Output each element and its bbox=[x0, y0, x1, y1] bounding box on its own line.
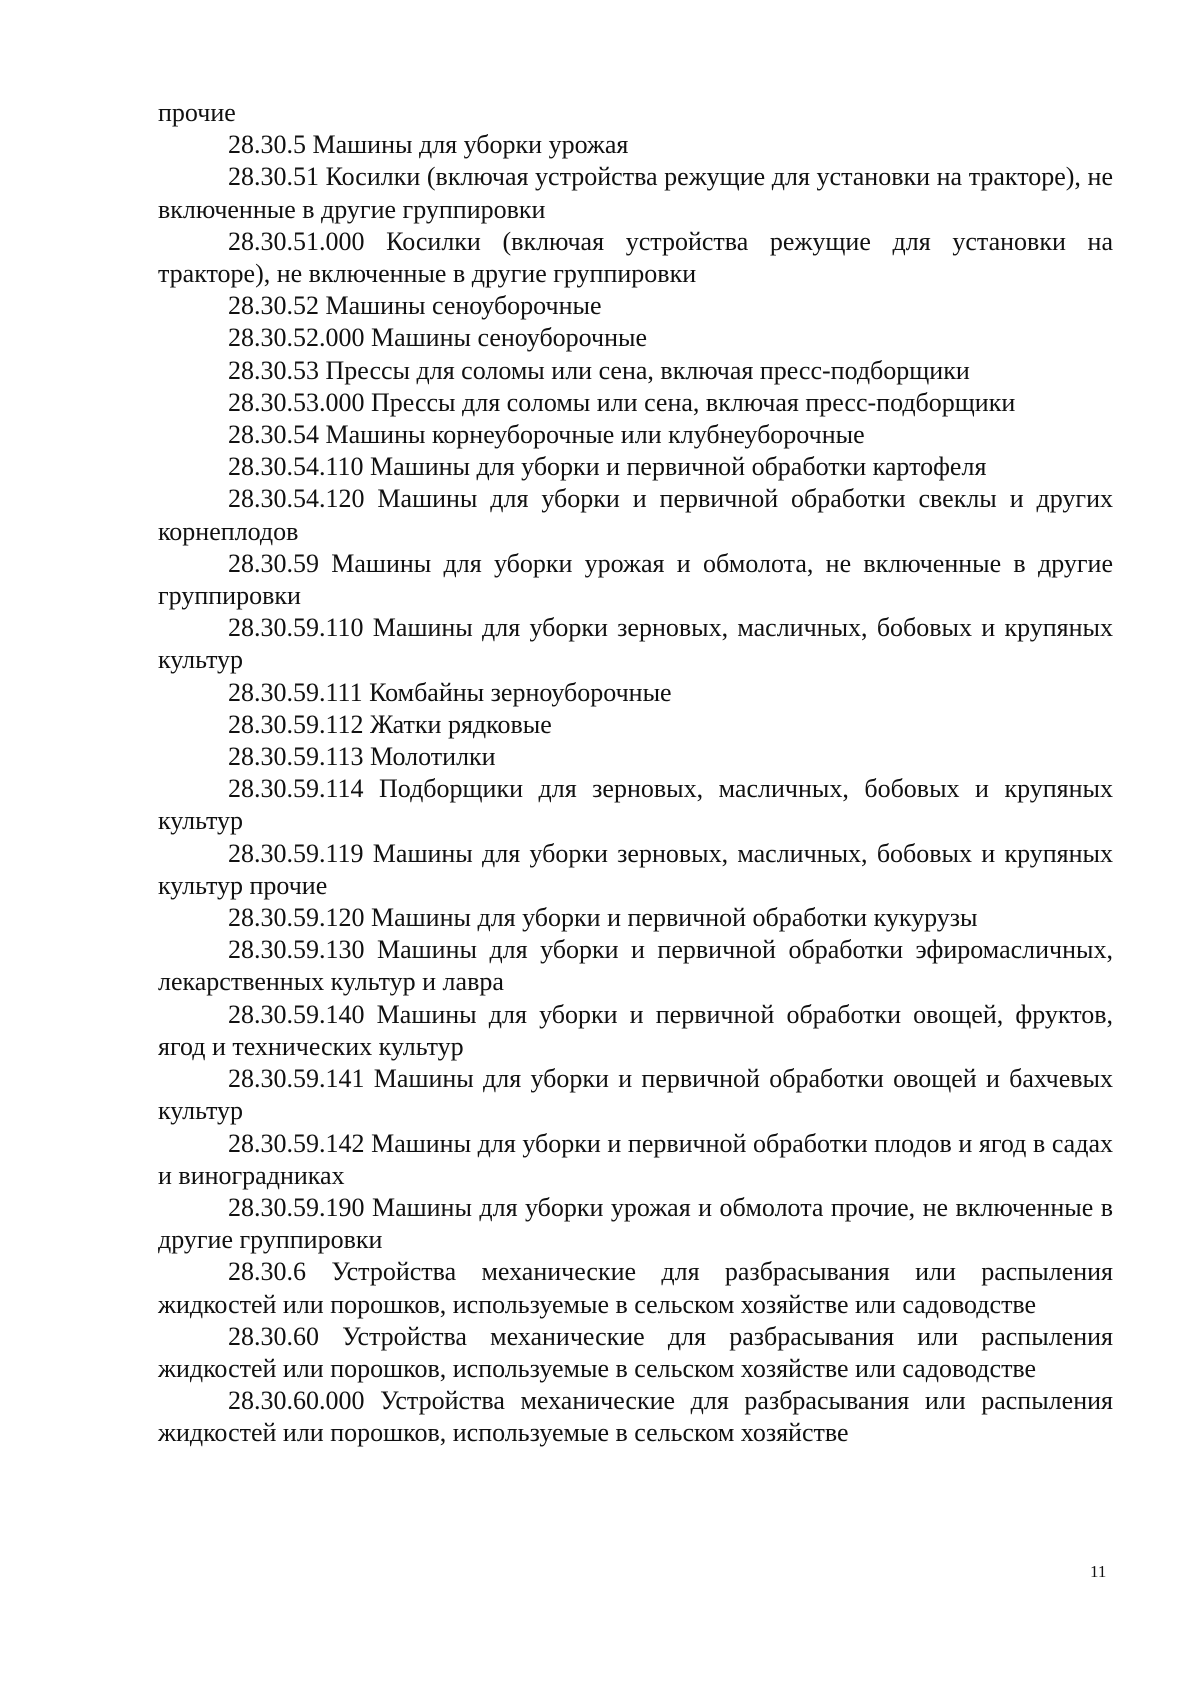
document-paragraph: 28.30.59.112 Жатки рядковые bbox=[228, 709, 552, 739]
document-paragraph: 28.30.59 Машины для уборки урожая и обмолота, не включенные в другие группировки bbox=[158, 548, 1113, 611]
document-paragraph: 28.30.59.190 Машины для уборки урожая и обмолота прочие, не включенные в другие группировки bbox=[158, 1192, 1113, 1255]
page-number: 11 bbox=[1090, 1562, 1107, 1581]
document-paragraph: 28.30.52 Машины сеноуборочные bbox=[228, 291, 602, 321]
document-paragraph: 28.30.59.113 Молотилки bbox=[228, 742, 496, 772]
document-paragraph: 28.30.54 Машины корнеуборочные или клубнеуборочные bbox=[228, 420, 865, 450]
document-paragraph: 28.30.5 Машины для уборки урожая bbox=[228, 130, 629, 160]
document-paragraph: 28.30.6 Устройства механические для разбрасывания или распыления жидкостей или порошков, используемые в сельском хозяйстве или садоводстве bbox=[158, 1257, 1113, 1319]
document-paragraph: 28.30.59.141 Машины для уборки и первичной обработки овощей и бахчевых культур bbox=[158, 1064, 1113, 1126]
document-paragraph: 28.30.59.120 Машины для уборки и первичной обработки кукурузы bbox=[228, 903, 978, 933]
document-paragraph: 28.30.59.111 Комбайны зерноуборочные bbox=[228, 677, 672, 707]
document-paragraph: 28.30.54.110 Машины для уборки и первичной обработки картофеля bbox=[228, 452, 987, 482]
document-paragraph: 28.30.53.000 Прессы для соломы или сена, включая пресс-подборщики bbox=[228, 387, 1016, 417]
document-paragraph: 28.30.59.130 Машины для уборки и первичной обработки эфиромасличных, лекарственных культур и лавра bbox=[158, 935, 1113, 997]
document-paragraph: 28.30.59.140 Машины для уборки и первичной обработки овощей, фруктов, ягод и технических культур bbox=[158, 999, 1113, 1061]
document-paragraph: 28.30.59.110 Машины для уборки зерновых, масличных, бобовых и крупяных культур bbox=[158, 613, 1113, 675]
document-paragraph: 28.30.59.114 Подборщики для зерновых, масличных, бобовых и крупяных культур bbox=[158, 774, 1113, 836]
document-paragraph: 28.30.52.000 Машины сеноуборочные bbox=[228, 323, 648, 353]
document-paragraph: 28.30.59.119 Машины для уборки зерновых, масличных, бобовых и крупяных культур прочие bbox=[158, 838, 1113, 900]
document-paragraph: 28.30.60 Устройства механические для разбрасывания или распыления жидкостей или порошков, используемые в сельском хозяйстве или садоводстве bbox=[158, 1321, 1113, 1383]
document-paragraph: 28.30.53 Прессы для соломы или сена, включая пресс-подборщики bbox=[228, 355, 970, 385]
document-paragraph: 28.30.60.000 Устройства механические для разбрасывания или распыления жидкостей или порошков, используемые в сельском хозяйстве bbox=[158, 1386, 1113, 1448]
document-paragraph: 28.30.51.000 Косилки (включая устройства режущие для установки на тракторе), не включенные в другие группировки bbox=[158, 226, 1113, 289]
document-paragraph: 28.30.51 Косилки (включая устройства режущие для установки на тракторе), не включенные в другие группировки bbox=[158, 162, 1113, 224]
document-paragraph: 28.30.54.120 Машины для уборки и первичной обработки свеклы и других корнеплодов bbox=[158, 484, 1113, 546]
document-body bbox=[158, 97, 1113, 1450]
document-paragraph: прочие bbox=[158, 98, 236, 127]
document-paragraph: 28.30.59.142 Машины для уборки и первичной обработки плодов и ягод в садах и виноградниках bbox=[158, 1128, 1113, 1190]
